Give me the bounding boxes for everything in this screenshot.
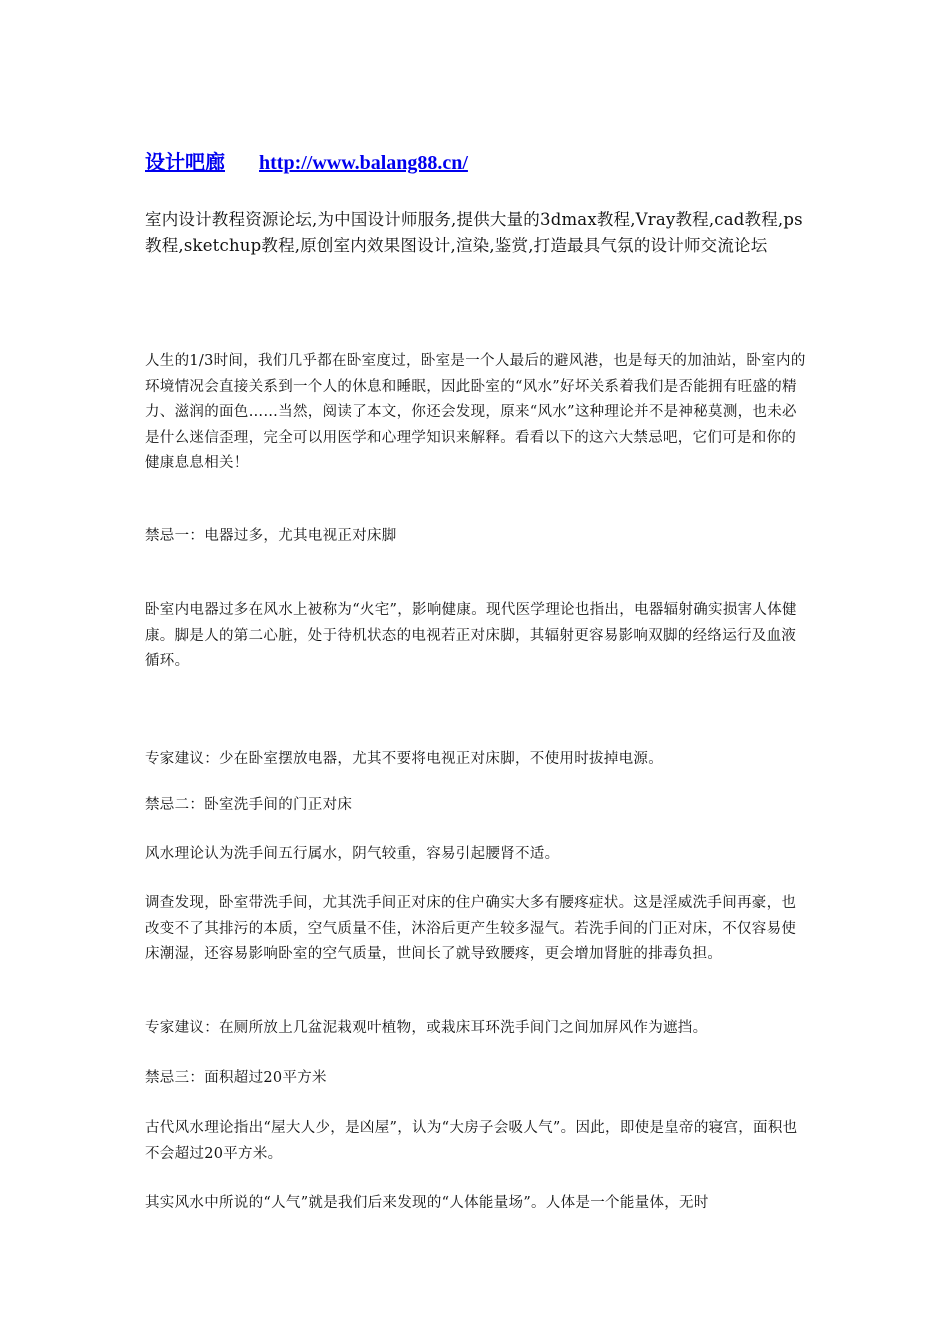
taboo-2-paragraph-2: 调查发现，卧室带洗手间，尤其洗手间正对床的住户确实大多有腰疼症状。这是淫威洗手间再豪，也改变不了其排污的本质，空气质量不佳，沐浴后更产生较多湿气。若洗手间的门正对床，不仅容易使床潮湿，还容易影响卧室的空气质量，世间长了就导致腰疼，更会增加肾脏的排毒负担。 <box>145 895 797 962</box>
opening-paragraph: 人生的1/3时间，我们几乎都在卧室度过，卧室是一个人最后的避风港，也是每天的加油站，卧室内的环境情况会直接关系到一个人的休息和睡眠，因此卧室的“风水”好坏关系着我们是否能拥有旺盛的精力、滋润的面色……当然，阅读了本文，你还会发现，原来“风水”这种理论并不是神秘莫测，也未必是什么迷信歪理，完全可以用医学和心理学知识来解释。看看以下的这六大禁忌吧，它们可是和你的健康息息相关！ <box>145 353 806 471</box>
taboo-1-advice: 专家建议：少在卧室摆放电器，尤其不要将电视正对床脚，不使用时拔掉电源。 <box>145 751 663 767</box>
taboo-3-paragraph-2: 其实风水中所说的“人气”就是我们后来发现的“人体能量场”。人体是一个能量体，无时 <box>145 1195 709 1211</box>
taboo-1-paragraph: 卧室内电器过多在风水上被称为“火宅”，影响健康。现代医学理论也指出，电器辐射确实损害人体健康。脚是人的第二心脏，处于待机状态的电视若正对床脚，其辐射更容易影响双脚的经络运行及血液循环。 <box>145 602 797 669</box>
taboo-1-heading: 禁忌一：电器过多，尤其电视正对床脚 <box>145 528 397 544</box>
taboo-3-heading: 禁忌三：面积超过20平方米 <box>145 1070 327 1086</box>
site-header <box>145 146 468 175</box>
taboo-2-heading: 禁忌二：卧室洗手间的门正对床 <box>145 797 353 813</box>
taboo-2-paragraph-1: 风水理论认为洗手间五行属水，阴气较重，容易引起腰肾不适。 <box>145 846 560 862</box>
intro-paragraph: 室内设计教程资源论坛,为中国设计师服务,提供大量的3dmax教程,Vray教程,cad教程,ps教程,sketchup教程,原创室内效果图设计,渲染,鉴赏,打造最具气氛的设计师交流论坛 <box>145 210 803 255</box>
taboo-3-paragraph-1: 古代风水理论指出“屋大人少，是凶屋”，认为“大房子会吸人气”。因此，即使是皇帝的寝宫，面积也不会超过20平方米。 <box>145 1120 798 1162</box>
site-url-link[interactable]: http://www.balang88.cn/ <box>259 152 468 174</box>
taboo-2-advice: 专家建议：在厕所放上几盆泥栽观叶植物，或栽床耳环洗手间门之间加屏风作为遮挡。 <box>145 1020 708 1036</box>
site-name-link[interactable]: 设计吧廊 <box>145 152 225 174</box>
